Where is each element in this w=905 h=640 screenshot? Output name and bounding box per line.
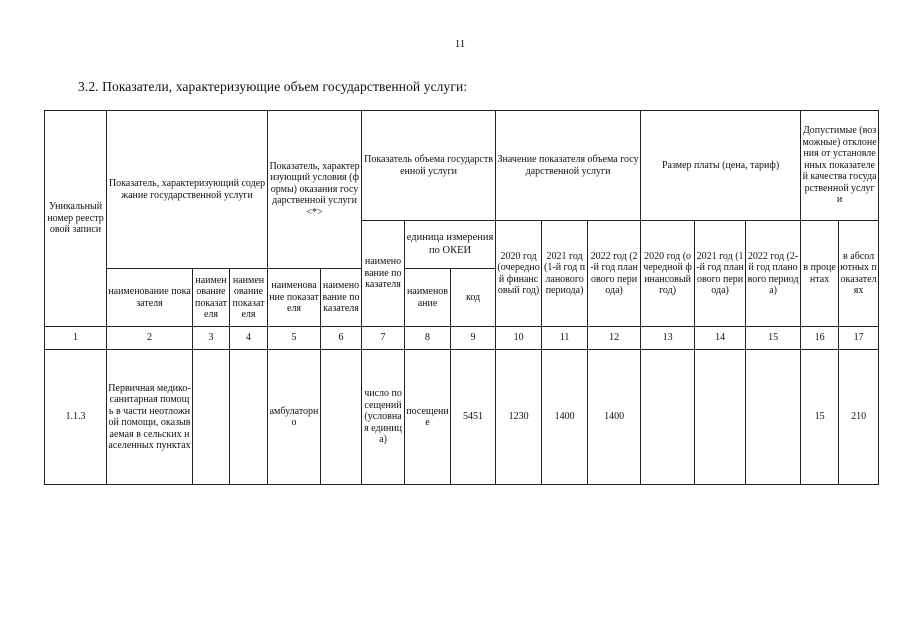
col-num: 1 [45,327,107,350]
section-title: 3.2. Показатели, характеризующие объем государственной услуги: [78,79,468,94]
header-volume-value: Значение показателя объема государственной услуги [496,111,641,221]
header-condition-name-1: наименование показателя [268,269,321,327]
header-registry-number: Уникальный номер реестровой записи [45,111,107,327]
row-deviation-percent: 15 [801,350,839,485]
row-c4 [230,350,268,485]
header-conditions-indicator: Показатель, характеризующий условия (формы) оказания государственной услуги <*> [268,111,362,269]
col-num: 3 [193,327,230,350]
col-num: 14 [695,327,746,350]
col-num: 11 [542,327,588,350]
header-unit-code: код [451,269,496,327]
header-deviation: Допустимые (возможные) отклонения от установленных показателей качества государственной услуги [801,111,879,221]
row-unit-name: посещение [405,350,451,485]
col-num: 4 [230,327,268,350]
row-value-2020: 1230 [496,350,542,485]
row-value-2022: 1400 [588,350,641,485]
header-condition-name-2: наименование показателя [321,269,362,327]
header-indicator-name-2: наименование показателя [193,269,230,327]
row-value-2021: 1400 [542,350,588,485]
header-volume-name: наименование показателя [362,221,405,327]
header-volume-indicator: Показатель объема государственной услуги [362,111,496,221]
header-deviation-absolute: в абсолютных показателях [839,221,879,327]
col-num: 6 [321,327,362,350]
header-fee: Размер платы (цена, тариф) [641,111,801,221]
header-fee-2021: 2021 год (1-й год планового периода) [695,221,746,327]
table-row [45,350,879,485]
col-num: 5 [268,327,321,350]
col-num: 8 [405,327,451,350]
header-fee-2022: 2022 год (2-й год планового периода) [746,221,801,327]
header-indicator-name-3: наименование показателя [230,269,268,327]
row-fee-2020 [641,350,695,485]
header-year-2022: 2022 год (2-й год планового периода) [588,221,641,327]
col-num: 7 [362,327,405,350]
header-year-2020: 2020 год (очередной финансовый год) [496,221,542,327]
header-year-2021: 2021 год (1-й год планового периода) [542,221,588,327]
column-numbers-row [45,327,879,350]
header-content-indicator: Показатель, характеризующий содержание государственной услуги [107,111,268,269]
col-num: 9 [451,327,496,350]
col-num: 2 [107,327,193,350]
row-deviation-absolute: 210 [839,350,879,485]
col-num: 10 [496,327,542,350]
row-condition: амбулаторно [268,350,321,485]
col-num: 12 [588,327,641,350]
col-num: 13 [641,327,695,350]
header-deviation-percent: в процентах [801,221,839,327]
col-num: 15 [746,327,801,350]
row-fee-2022 [746,350,801,485]
row-id: 1.1.3 [45,350,107,485]
row-c3 [193,350,230,485]
row-fee-2021 [695,350,746,485]
header-fee-2020: 2020 год (очередной финансовый год) [641,221,695,327]
col-num: 17 [839,327,879,350]
col-num: 16 [801,327,839,350]
row-unit-code: 5451 [451,350,496,485]
volume-indicators-table [44,110,879,485]
header-unit-name: наименование [405,269,451,327]
header-indicator-name: наименование показателя [107,269,193,327]
row-c6 [321,350,362,485]
page-number: 11 [454,38,466,50]
header-unit-okei: единица измерения по ОКЕИ [405,221,496,269]
row-indicator: Первичная медико-санитарная помощь в части неотложной помощи, оказываемая в сельских населенных пунктах [107,350,193,485]
row-volume-name: число посещений (условная единица) [362,350,405,485]
